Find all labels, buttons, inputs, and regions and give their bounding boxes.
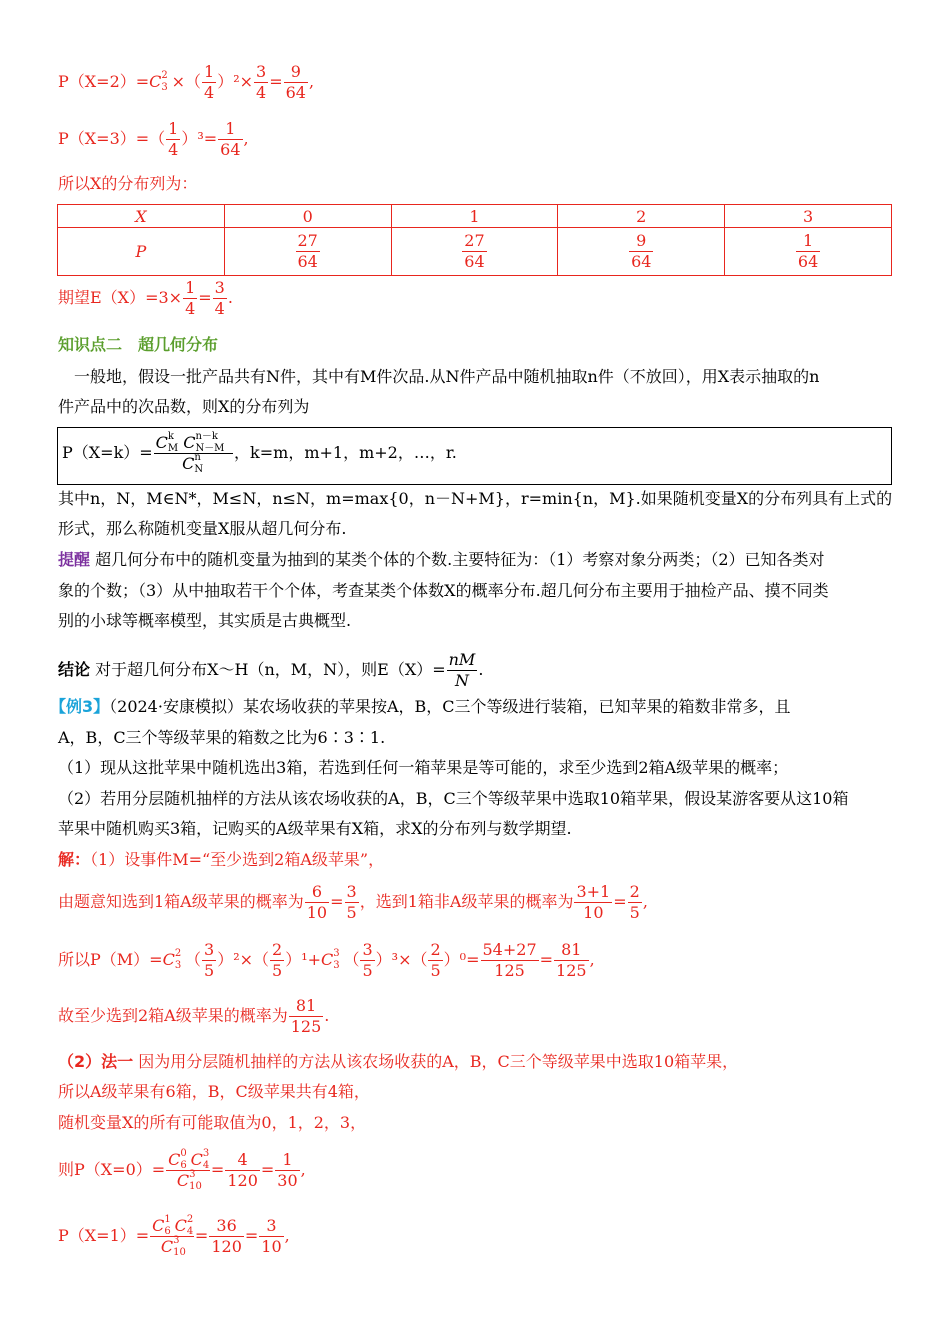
method-label: （2）法一 (58, 1052, 134, 1071)
table-row (58, 228, 892, 276)
paragraph: A，B，C三个等级苹果的箱数之比为6∶3∶1. (58, 728, 386, 747)
table-cell: P (58, 228, 225, 276)
solution-line: 故至少选到2箱A级苹果的概率为 $\frac{81}{125}$ . (58, 996, 330, 1036)
fraction: $\frac{1}{30}$ (277, 1150, 298, 1190)
expectation-line: 期望E（X）=3× $\frac{1}{4}$ = $\frac{3}{4}$ . (58, 278, 233, 318)
section-title: 知识点二 超几何分布 (58, 335, 219, 354)
fraction: $\frac{2}{5}$ (430, 940, 441, 980)
fraction: $\frac{3}{5}$ (204, 940, 215, 980)
fraction: $\frac{2}{5}$ (272, 940, 283, 980)
tip-line: 提醒 超几何分布中的随机变量为抽到的某类个体的个数.主要特征为：（1）考察对象分两类；（2）已知各类对 (58, 550, 825, 569)
table-cell: 3 (725, 205, 892, 228)
table-header-row (58, 205, 892, 228)
fraction: $\frac{36}{120}$ (211, 1216, 242, 1256)
fraction: $\frac{nM}{N}$ (448, 650, 476, 690)
solution-line: 所以A级苹果有6箱，B，C级苹果共有4箱， (58, 1082, 370, 1101)
conclusion-label: 结论 (58, 660, 91, 679)
table-cell: $\frac{1}{64}$ (725, 228, 892, 276)
distribution-table (57, 204, 892, 276)
question-2: （2）若用分层随机抽样的方法从该农场收获的A，B，C三个等级苹果中选取10箱苹果，假设某游客要从这10箱 (58, 789, 849, 808)
hypergeometric-formula: P（X=k）= C k M C n－k N－M C n N ，k=m，m+1，m+2，…，r. (62, 431, 457, 475)
fraction: $\frac{54+27}{125}$ (482, 940, 537, 980)
tip-label: 提醒 (58, 550, 91, 569)
fraction: $\frac{3}{4}$ (256, 62, 267, 102)
table-cell: $\frac{27}{64}$ (391, 228, 558, 276)
dist-intro: 所以X的分布列为： (58, 174, 198, 193)
solution-line: 由题意知选到1箱A级苹果的概率为 $\frac{6}{10}$ = $\frac{3}{5}$ ，选到1箱非A级苹果的概率为 $\frac{3+1}{10}$ = $\frac{2}{5}$ , (58, 882, 648, 922)
fraction: $\frac{6}{10}$ (306, 882, 328, 922)
solution-line: 所以P（M）=C 2 3 （ $\frac{3}{5}$ ）²×（ $\frac{2}{5}$ ）¹+C 3 3 （ $\frac{3}{5}$ ）³×（ $\frac{2}{5}$ ）⁰= $\frac{54+27}{125}$ = $\frac{81}{125}$ , (58, 940, 595, 980)
solution-line: （2）法一 因为用分层随机抽样的方法从该农场收获的A，B，C三个等级苹果中选取10箱苹果， (58, 1052, 739, 1071)
table-cell: 0 (224, 205, 391, 228)
p2-label: P（X=2）= (58, 72, 150, 91)
paragraph: 件产品中的次品数，则X的分布列为 (58, 397, 310, 416)
fraction: $\frac{81}{125}$ (556, 940, 587, 980)
paragraph: 一般地，假设一批产品共有N件，其中有M件次品.从N件产品中随机抽取n件（不放回），用X表示抽取的n (74, 367, 820, 386)
fraction: $\frac{3}{5}$ (346, 882, 357, 922)
solution-line: 则P（X=0）= C 0 6 C 3 4 C 3 10 = $\frac{4}{120}$ = $\frac{1}{30}$ , (58, 1148, 306, 1192)
fraction: $\frac{3}{4}$ (214, 278, 225, 318)
example-line: 【例3】（2024·安康模拟）某农场收获的苹果按A，B，C三个等级进行装箱，已知苹果的箱数非常多，且 (50, 697, 791, 716)
fraction: C 0 6 C 3 4 C 3 10 (168, 1148, 210, 1192)
fraction: $\frac{3}{10}$ (261, 1216, 282, 1256)
paragraph: 其中n，N，M∈N*，M≤N，n≤N，m=max{0，n－N+M}，r=min{n，M}.如果随机变量X的分布列具有上式的 (58, 489, 893, 508)
fraction: $\frac{9}{64}$ (285, 62, 306, 102)
fraction: $\frac{3+1}{10}$ (576, 882, 611, 922)
table-cell: 2 (558, 205, 725, 228)
paragraph: 苹果中随机购买3箱，记购买的A级苹果有X箱，求X的分布列与数学期望. (58, 819, 572, 838)
fraction: $\frac{4}{120}$ (227, 1150, 258, 1190)
table-cell: $\frac{9}{64}$ (558, 228, 725, 276)
solution-line: 随机变量X的所有可能取值为0，1，2，3， (58, 1113, 367, 1132)
conclusion-line: 结论 对于超几何分布X～H（n，M，N），则E（X）= $\frac{nM}{N}$ . (58, 650, 484, 690)
p3-line: P（X=3）=（ $\frac{1}{4}$ ）³= $\frac{1}{64}$ , (58, 119, 249, 159)
paragraph: 形式，那么称随机变量X服从超几何分布. (58, 519, 347, 538)
fraction: $\frac{1}{4}$ (185, 278, 196, 318)
solution-line: 解：（1）设事件M=“至少选到2箱A级苹果”， (58, 850, 385, 869)
solution-line: P（X=1）= C 1 6 C 2 4 C 3 10 = $\frac{36}{120}$ = $\frac{3}{10}$ , (58, 1214, 290, 1258)
paragraph: 象的个数；（3）从中抽取若干个个体，考查某类个体数X的概率分布.超几何分布主要用于抽检产品、摸不同类 (58, 581, 829, 600)
fraction: C 1 6 C 2 4 C 3 10 (152, 1214, 194, 1258)
fraction: $\frac{81}{125}$ (290, 996, 322, 1036)
fraction: $\frac{2}{5}$ (629, 882, 640, 922)
fraction: $\frac{1}{4}$ (168, 119, 179, 159)
table-cell: 1 (391, 205, 558, 228)
fraction: C k M C n－k N－M C n N (154, 433, 233, 474)
combination: C 2 3 (149, 70, 168, 93)
fraction: $\frac{1}{4}$ (204, 62, 215, 102)
table-cell: $\frac{27}{64}$ (224, 228, 391, 276)
paragraph: 别的小球等概率模型，其实质是古典概型. (58, 611, 352, 630)
p2-line: P（X=2）=C 2 3 ×（ $\frac{1}{4}$ ）²× $\frac{3}{4}$ = $\frac{9}{64}$ , (58, 62, 315, 102)
fraction: $\frac{1}{64}$ (220, 119, 241, 159)
fraction: $\frac{3}{5}$ (362, 940, 373, 980)
table-cell: X (58, 205, 225, 228)
example-tag: 【例3】 (50, 697, 110, 716)
solution-label: 解： (58, 850, 91, 869)
question-1: （1）现从这批苹果中随机选出3箱，若选到任何一箱苹果是等可能的，求至少选到2箱A级苹果的概率； (58, 758, 789, 777)
